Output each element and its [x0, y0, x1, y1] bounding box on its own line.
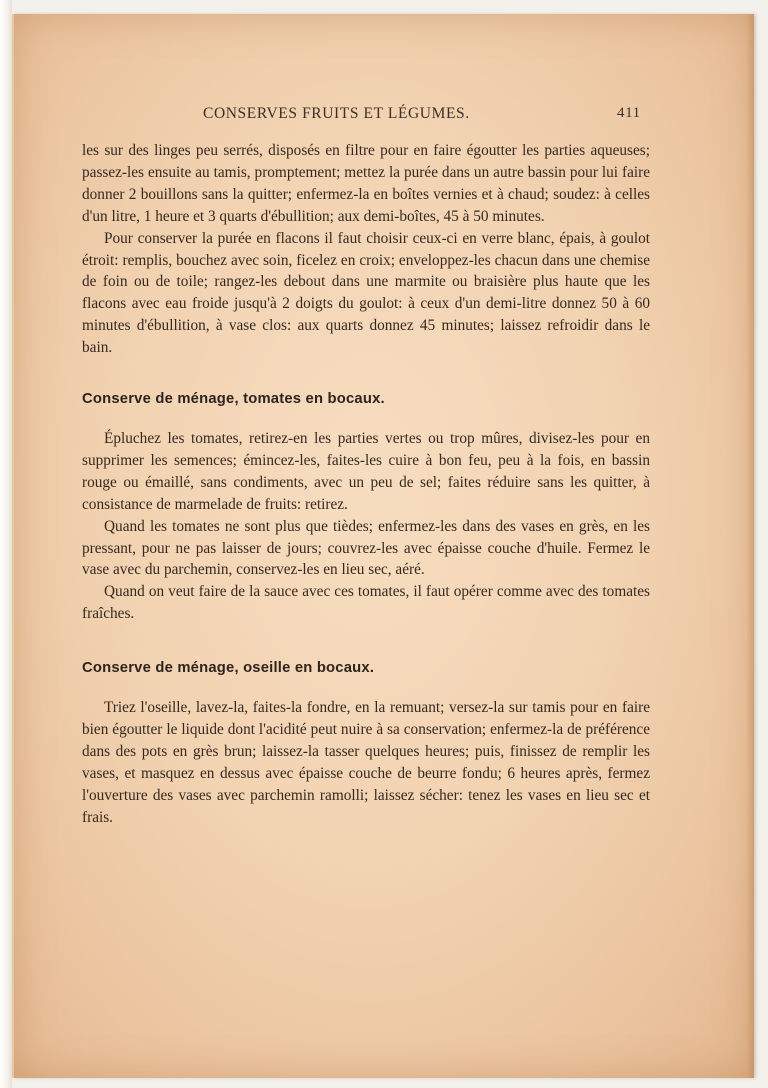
page-header [14, 103, 754, 127]
page-number: 411 [617, 105, 641, 121]
section-heading-tomates: Conserve de ménage, tomates en bocaux. [82, 391, 385, 408]
page-edge-shadow [746, 14, 754, 1078]
running-title: CONSERVES FRUITS ET LÉGUMES. [203, 105, 470, 122]
page-text [82, 140, 650, 828]
book-page [12, 14, 754, 1078]
paragraph-tomates-preparation: Épluchez les tomates, retirez-en les parties vertes ou trop mûres, divisez-les pour en supprimer les semences; émincez-les, faites-les cuire à bon feu, peu à la fois, en bassin rouge ou émaillé, sans condiments, avec un peu de sel; faites réduire sans les quitter, à consistance de marmelade de fruits: retirez. [82, 429, 650, 513]
scan-margin [0, 0, 12, 1088]
paragraph-puree-flacons: Pour conserver la purée en flacons il faut choisir ceux-ci en verre blanc, épais, à goulot étroit: remplis, bouchez avec soin, ficelez en croix; enveloppez-les chacun dans une chemise de foin ou de toile; rangez-les debout dans une marmite ou braisière plus haute que les flacons avec eau froide jusqu'à 2 doigts du goulot: à ceux d'un demi-litre donnez 50 à 60 minutes d'ébullition, à vase clos: aux quarts donnez 45 minutes; laissez refroidir dans le bain. [82, 229, 650, 357]
paragraph-tomates-sauce: Quand on veut faire de la sauce avec ces tomates, il faut opérer comme avec des tomates fraîches. [82, 583, 650, 623]
section-heading-oseille: Conserve de ménage, oseille en bocaux. [82, 660, 375, 677]
paragraph-tomates-conservation: Quand les tomates ne sont plus que tièdes; enfermez-les dans des vases en grès, en les pressant, pour ne pas laisser de jours; couvrez-les avec épaisse couche d'huile. Fermez le vase avec du parchemin, conservez-les en lieu sec, aéré. [82, 517, 650, 579]
paragraph-continued: les sur des linges peu serrés, disposés en filtre pour en faire égoutter les parties aqueuses; passez-les ensuite au tamis, promptement; mettez la purée dans un autre bassin pour lui faire donner 2 bouillons sans la quitter; enfermez-la en boîtes vernies et à chaud; soudez: à celles d'un litre, 1 heure et 3 quarts d'ébullition; aux demi-boîtes, 45 à 50 minutes. [82, 142, 650, 225]
paragraph-oseille: Triez l'oseille, lavez-la, faites-la fondre, en la remuant; versez-la sur tamis pour en faire bien égoutter le liquide dont l'acidité peut nuire à sa conservation; enfermez-la de préférence dans des pots en grès brun; laissez-la tasser quelques heures; puis, finissez de remplir les vases, et masquez en dessus avec épaisse couche de beurre fondu; 6 heures après, fermez l'ouverture des vases avec parchemin ramolli; laissez sécher: tenez les vases en lieu sec et frais. [82, 699, 650, 826]
